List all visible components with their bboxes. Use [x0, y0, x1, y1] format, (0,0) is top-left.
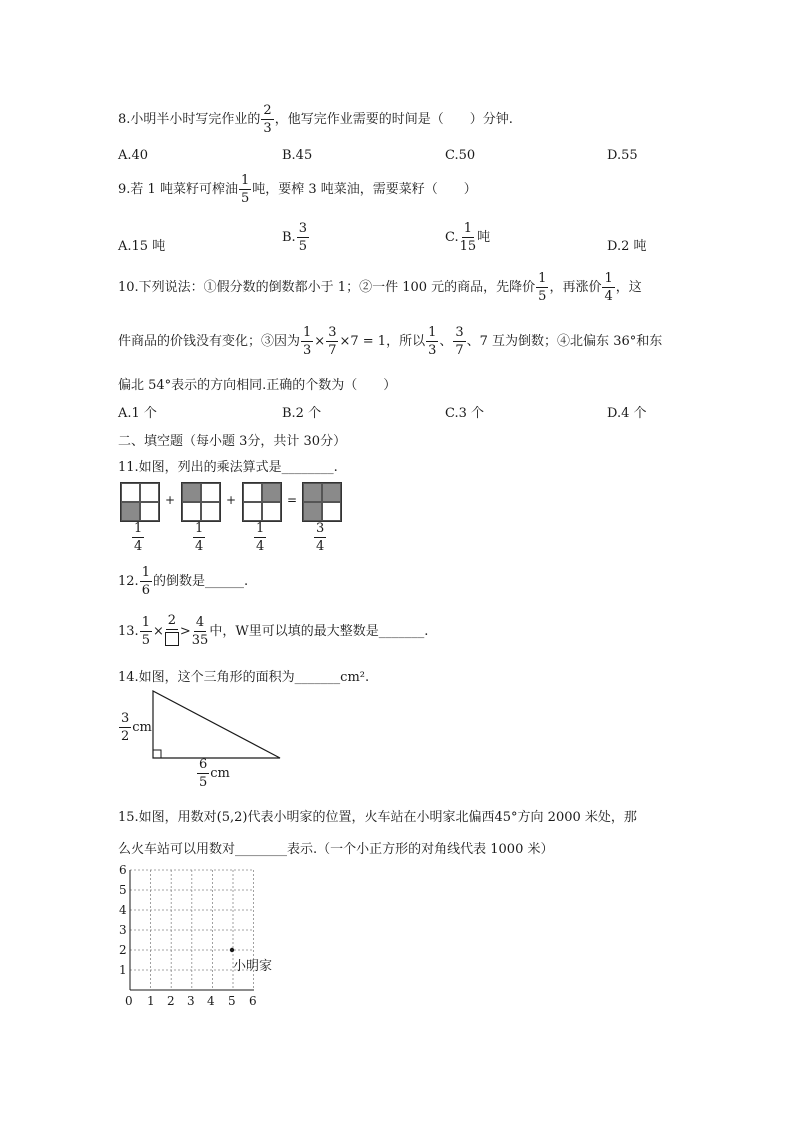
q14-base-label: $\frac{6}{5}$ cm: [199, 757, 230, 790]
q8-fraction: $\frac{2}{3}$: [263, 103, 272, 136]
q10-option-a: A.1 个: [118, 406, 157, 421]
q11-plus-2: +: [226, 493, 237, 507]
q11-square-2: [181, 482, 221, 522]
q11-fraction-2: $\frac{1}{4}$: [195, 521, 204, 554]
q11-stem: 11.如图，列出的乘法算式是________.: [118, 460, 338, 475]
q14-stem: 14.如图，这个三角形的面积为_______cm².: [118, 670, 370, 685]
q11-square-3: [242, 482, 282, 522]
x-label-5: 5: [228, 994, 236, 1008]
q10-line3: 偏北 54°表示的方向相同.正确的个数为（ ）: [118, 378, 397, 393]
q11-equals: =: [287, 493, 298, 507]
right-triangle: [153, 691, 280, 758]
q13-fraction-3: $\frac{4}{35}$: [191, 615, 209, 648]
q10-fraction-a: $\frac{1}{3}$: [303, 325, 312, 358]
q8-option-d: D.55: [607, 148, 638, 163]
y-label-4: 4: [119, 903, 127, 917]
q12-stem: 12. $\frac{1}{6}$ 的倒数是______.: [118, 565, 249, 598]
xiaoming-home-point: [230, 948, 234, 952]
q8-option-b: B.45: [282, 148, 313, 163]
q9-option-a: A.15 吨: [118, 239, 166, 254]
xiaoming-home-label: 小明家: [233, 959, 273, 974]
q15-coordinate-grid: [128, 866, 258, 996]
right-angle-marker: [153, 750, 161, 758]
q10-fraction-1-4: $\frac{1}{4}$: [604, 271, 613, 304]
q10-fraction-d: $\frac{3}{7}$: [455, 325, 464, 358]
q9-option-b: B. $\frac{3}{5}$: [282, 221, 307, 254]
y-label-3: 3: [119, 923, 127, 937]
q13-fraction-1: $\frac{1}{5}$: [141, 615, 150, 648]
q8-text-before: 8.小明半小时写完作业的: [118, 112, 261, 127]
y-label-1: 1: [119, 963, 127, 977]
q9-stem: [118, 174, 477, 205]
q9-option-c: C. $\frac{1}{15}$ 吨: [445, 221, 491, 254]
blank-box-icon[interactable]: [165, 632, 179, 646]
y-label-5: 5: [119, 883, 127, 897]
q9-text-after: 吨，要榨 3 吨菜油，需要菜籽（ ）: [252, 182, 477, 197]
q9-fraction: $\frac{1}{5}$: [240, 173, 250, 206]
q8-text-after: ，他写完作业需要的时间是（ ）分钟.: [274, 112, 513, 127]
x-label-2: 2: [167, 994, 175, 1008]
q11-fraction-1: $\frac{1}{4}$: [134, 521, 143, 554]
q13-stem: 13. $\frac{1}{5}$ × 2 > $\frac{4}{35}$ 中，W里可以填的最大整数是_______.: [118, 613, 429, 648]
q14-side-label: $\frac{3}{2}$ cm: [121, 711, 152, 744]
q9-option-c-fraction: $\frac{1}{15}$: [459, 221, 477, 254]
q10-line2: 件商品的价钱没有变化；③因为 $\frac{1}{3}$ × $\frac{3}{7}$ ×7 = 1，所以 $\frac{1}{3}$ 、 $\frac{3}{7}$ 、7 互为倒数；④北偏东 36°和东: [118, 325, 663, 358]
q8-option-a: A.40: [118, 148, 149, 163]
q11-fraction-result: $\frac{3}{4}$: [316, 521, 325, 554]
q15-line1: 15.如图，用数对(5,2)代表小明家的位置，火车站在小明家北偏西45°方向 2000 米处，那: [118, 810, 637, 825]
q10-option-d: D.4 个: [607, 406, 647, 421]
q8-stem: [118, 104, 513, 135]
x-label-6: 6: [249, 994, 257, 1008]
q10-fraction-1-5: $\frac{1}{5}$: [538, 271, 547, 304]
q13-fraction-box: 2: [165, 614, 179, 649]
q15-line2: 么火车站可以用数对________表示.（一个小正方形的对角线代表 1000 米）: [118, 842, 554, 857]
q10-option-c: C.3 个: [445, 406, 485, 421]
q10-option-b: B.2 个: [282, 406, 322, 421]
q11-square-1: [120, 482, 160, 522]
section-heading: 二、填空题（每小题 3分，共计 30分）: [118, 434, 347, 449]
y-label-6: 6: [119, 863, 127, 877]
x-label-3: 3: [187, 994, 195, 1008]
q11-plus-1: +: [165, 493, 176, 507]
q11-fraction-3: $\frac{1}{4}$: [256, 521, 265, 554]
q10-fraction-c: $\frac{1}{3}$: [428, 325, 437, 358]
q10-fraction-b: $\frac{3}{7}$: [328, 325, 337, 358]
q10-line1: 10.下列说法：①假分数的倒数都小于 1；②一件 100 元的商品，先降价 $\frac{1}{5}$ ，再涨价 $\frac{1}{4}$ ，这: [118, 271, 642, 304]
q8-option-c: C.50: [445, 148, 476, 163]
q12-fraction: $\frac{1}{6}$: [141, 565, 150, 598]
q9-text-before: 9.若 1 吨菜籽可榨油: [118, 182, 238, 197]
q9-option-b-fraction: $\frac{3}{5}$: [298, 221, 307, 254]
x-label-4: 4: [207, 994, 215, 1008]
y-label-2: 2: [119, 943, 127, 957]
q11-square-result: [302, 482, 342, 522]
q9-option-d: D.2 吨: [607, 239, 647, 254]
x-label-0: 0: [125, 994, 133, 1008]
x-label-1: 1: [147, 994, 155, 1008]
